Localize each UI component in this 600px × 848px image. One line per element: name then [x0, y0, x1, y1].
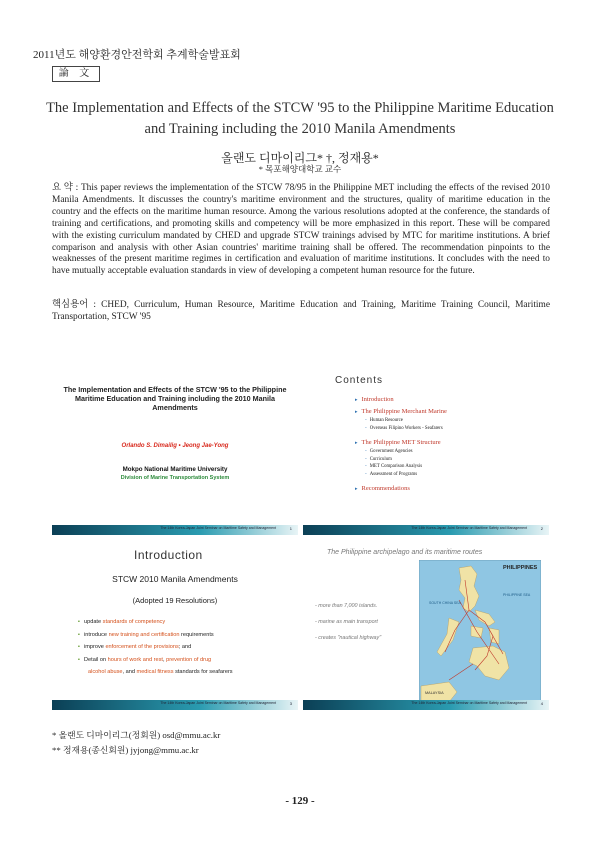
contents-item: ▸ The Philippine Merchant Marine [355, 408, 447, 415]
dot-bullet-icon: ▪ [78, 619, 80, 625]
affiliation: * 목포해양대학교 교수 [258, 164, 342, 174]
map-country-label: MALAYSIA [425, 691, 444, 695]
contents-subitem: ◦ Government Agencies [365, 449, 413, 454]
slide-authors: Orlando S. Dimailig • Jeong Jae-Yong [121, 443, 229, 449]
footnote: ** 정재용(종신회원) jyjong@mmu.ac.kr [52, 745, 199, 755]
slide-footer-bar: The 14th Korea-Japan Joint Seminar on Maritime Safety and Management 3 [52, 700, 298, 710]
contents-subitem: ◦ Curriculum [365, 456, 392, 462]
footnote: * 올랜도 디마이리그(정회원) osd@mmu.ac.kr [52, 730, 221, 740]
intro-bullet: ▪ Detail on hours of work and rest, prevention of drug [78, 656, 212, 663]
slide-contents [303, 363, 549, 535]
intro-bullet: ▪ improve enforcement of the provisions; and [78, 644, 192, 650]
keywords-label: 핵심용어 : [52, 300, 102, 310]
slide-introduction [52, 538, 298, 710]
abstract-label: 요 약 : [52, 183, 81, 193]
page-number: - 129 - [285, 795, 315, 807]
circle-bullet-icon: ◦ [365, 456, 367, 462]
contents-subitem: ◦ MET Comparison Analysis [365, 464, 423, 469]
contents-item: ▸ The Philippine MET Structure [355, 439, 441, 446]
footnotes [52, 728, 220, 758]
slide-footer-text: The 14th Korea-Japan Joint Seminar on Maritime Safety and Management [160, 526, 276, 530]
keywords-text: CHED, Curriculum, Human Resource, Maritime Education and Training, Maritime Training Council, Maritime Transportation, STCW '95 [52, 300, 550, 322]
circle-bullet-icon: ◦ [365, 425, 367, 431]
archipelago-heading: The Philippine archipelago and its maritime routes [327, 549, 483, 556]
circle-bullet-icon: ◦ [365, 449, 367, 454]
slide-footer-bar: The 14th Korea-Japan Joint Seminar on Maritime Safety and Management 4 [303, 700, 549, 710]
triangle-bullet-icon: ▸ [355, 441, 358, 446]
intro-bullets [78, 616, 288, 679]
contents-item: ▸ Recommendations [355, 485, 410, 492]
abstract [52, 183, 550, 278]
contents-item: ▸ Introduction [355, 396, 394, 403]
archipelago-note: - creates "nautical highway" [315, 635, 382, 641]
triangle-bullet-icon: ▸ [355, 410, 358, 415]
philippines-map [419, 560, 541, 702]
contents-subitem: ◦ Human Resource [365, 418, 403, 423]
keywords [52, 300, 550, 324]
authors: 올랜도 디마이리그* †, 정재용* [221, 151, 379, 165]
archipelago-notes [315, 598, 425, 646]
dot-bullet-icon: ▪ [78, 656, 80, 663]
circle-bullet-icon: ◦ [365, 464, 367, 469]
contents-subitem: ◦ Assessment of Programs [365, 471, 418, 477]
slide-footer-bar [52, 525, 298, 535]
intro-subtitle: STCW 2010 Manila Amendments [112, 574, 238, 584]
slide-archipelago [303, 538, 549, 710]
circle-bullet-icon: ◦ [365, 471, 367, 477]
intro-bullet: ▪ introduce new training and certification requirements [78, 631, 214, 638]
slide-title-text: The Implementation and Effects of the STCW '95 to the Philippine Maritime Education and Training including the 2010 Manila Amendments [63, 385, 287, 412]
triangle-bullet-icon: ▸ [355, 487, 358, 492]
contents-list [355, 393, 545, 494]
intro-bullet: ▪ update standards of competency [78, 619, 166, 625]
dot-bullet-icon: ▪ [78, 631, 80, 638]
archipelago-note: - marine as main transport [315, 619, 378, 625]
circle-bullet-icon: ◦ [365, 418, 367, 423]
contents-heading: Contents [335, 375, 384, 386]
archipelago-note: - more than 7,000 islands. [315, 603, 378, 609]
abstract-text: This paper reviews the implementation of the STCW 78/95 in the Philippine MET including the effects of the revised 2010 Manila Amendments. It discusses the country's maritime environment and the structures, quality of maritime education in the country and the effects on the maritime human resource. Among the various resolutions adopted at the conference, the standards of training and certifications, and promoting skills and competency will be more emphasized in this report. These will be compared with the existing curriculum mandated by CHED and upgrade STCW trainings advised by MTC for maritime institutions. A brief comparison and analysis with other Asian countries' maritime training shall be offered. The recommendation pinpoints to the weaknesses of the present maritime regimes in certification and evaluation of maritime institutions. It concludes with the need to have mutually acceptable evaluation standards in view of developing a competent human resource for the future. [52, 183, 550, 277]
paper-type-box: 論 文 [52, 66, 100, 82]
slide-footer-bar: The 14th Korea-Japan Joint Seminar on Maritime Safety and Management 2 [303, 525, 549, 535]
map-sea-label: PHILIPPINE SEA [503, 593, 531, 597]
slide-division: Division of Marine Transportation System [120, 475, 230, 481]
intro-subtitle-2: (Adopted 19 Resolutions) [132, 596, 218, 605]
map-country-label: PHILIPPINES [503, 565, 538, 571]
map-sea-label: SOUTH CHINA SEA [429, 601, 461, 605]
slide-title [52, 363, 298, 535]
dot-bullet-icon: ▪ [78, 644, 80, 650]
intro-heading: Introduction [134, 548, 203, 562]
slide-page-number: 1 [289, 526, 292, 531]
intro-bullet-cont: alcohol abuse, and medical fitness standards for seafarers [88, 669, 233, 675]
triangle-bullet-icon: ▸ [355, 398, 358, 403]
slide-university: Mokpo National Maritime University [122, 466, 228, 473]
contents-subitem: ◦ Overseas Filipino Workers - Seafarers [365, 425, 443, 431]
paper-title: The Implementation and Effects of the STCW '95 to the Philippine Maritime Education and Training including the 2010 Manila Amendments [46, 100, 554, 137]
conference-name: 2011년도 해양환경안전학회 추계학술발표회 [33, 49, 241, 61]
